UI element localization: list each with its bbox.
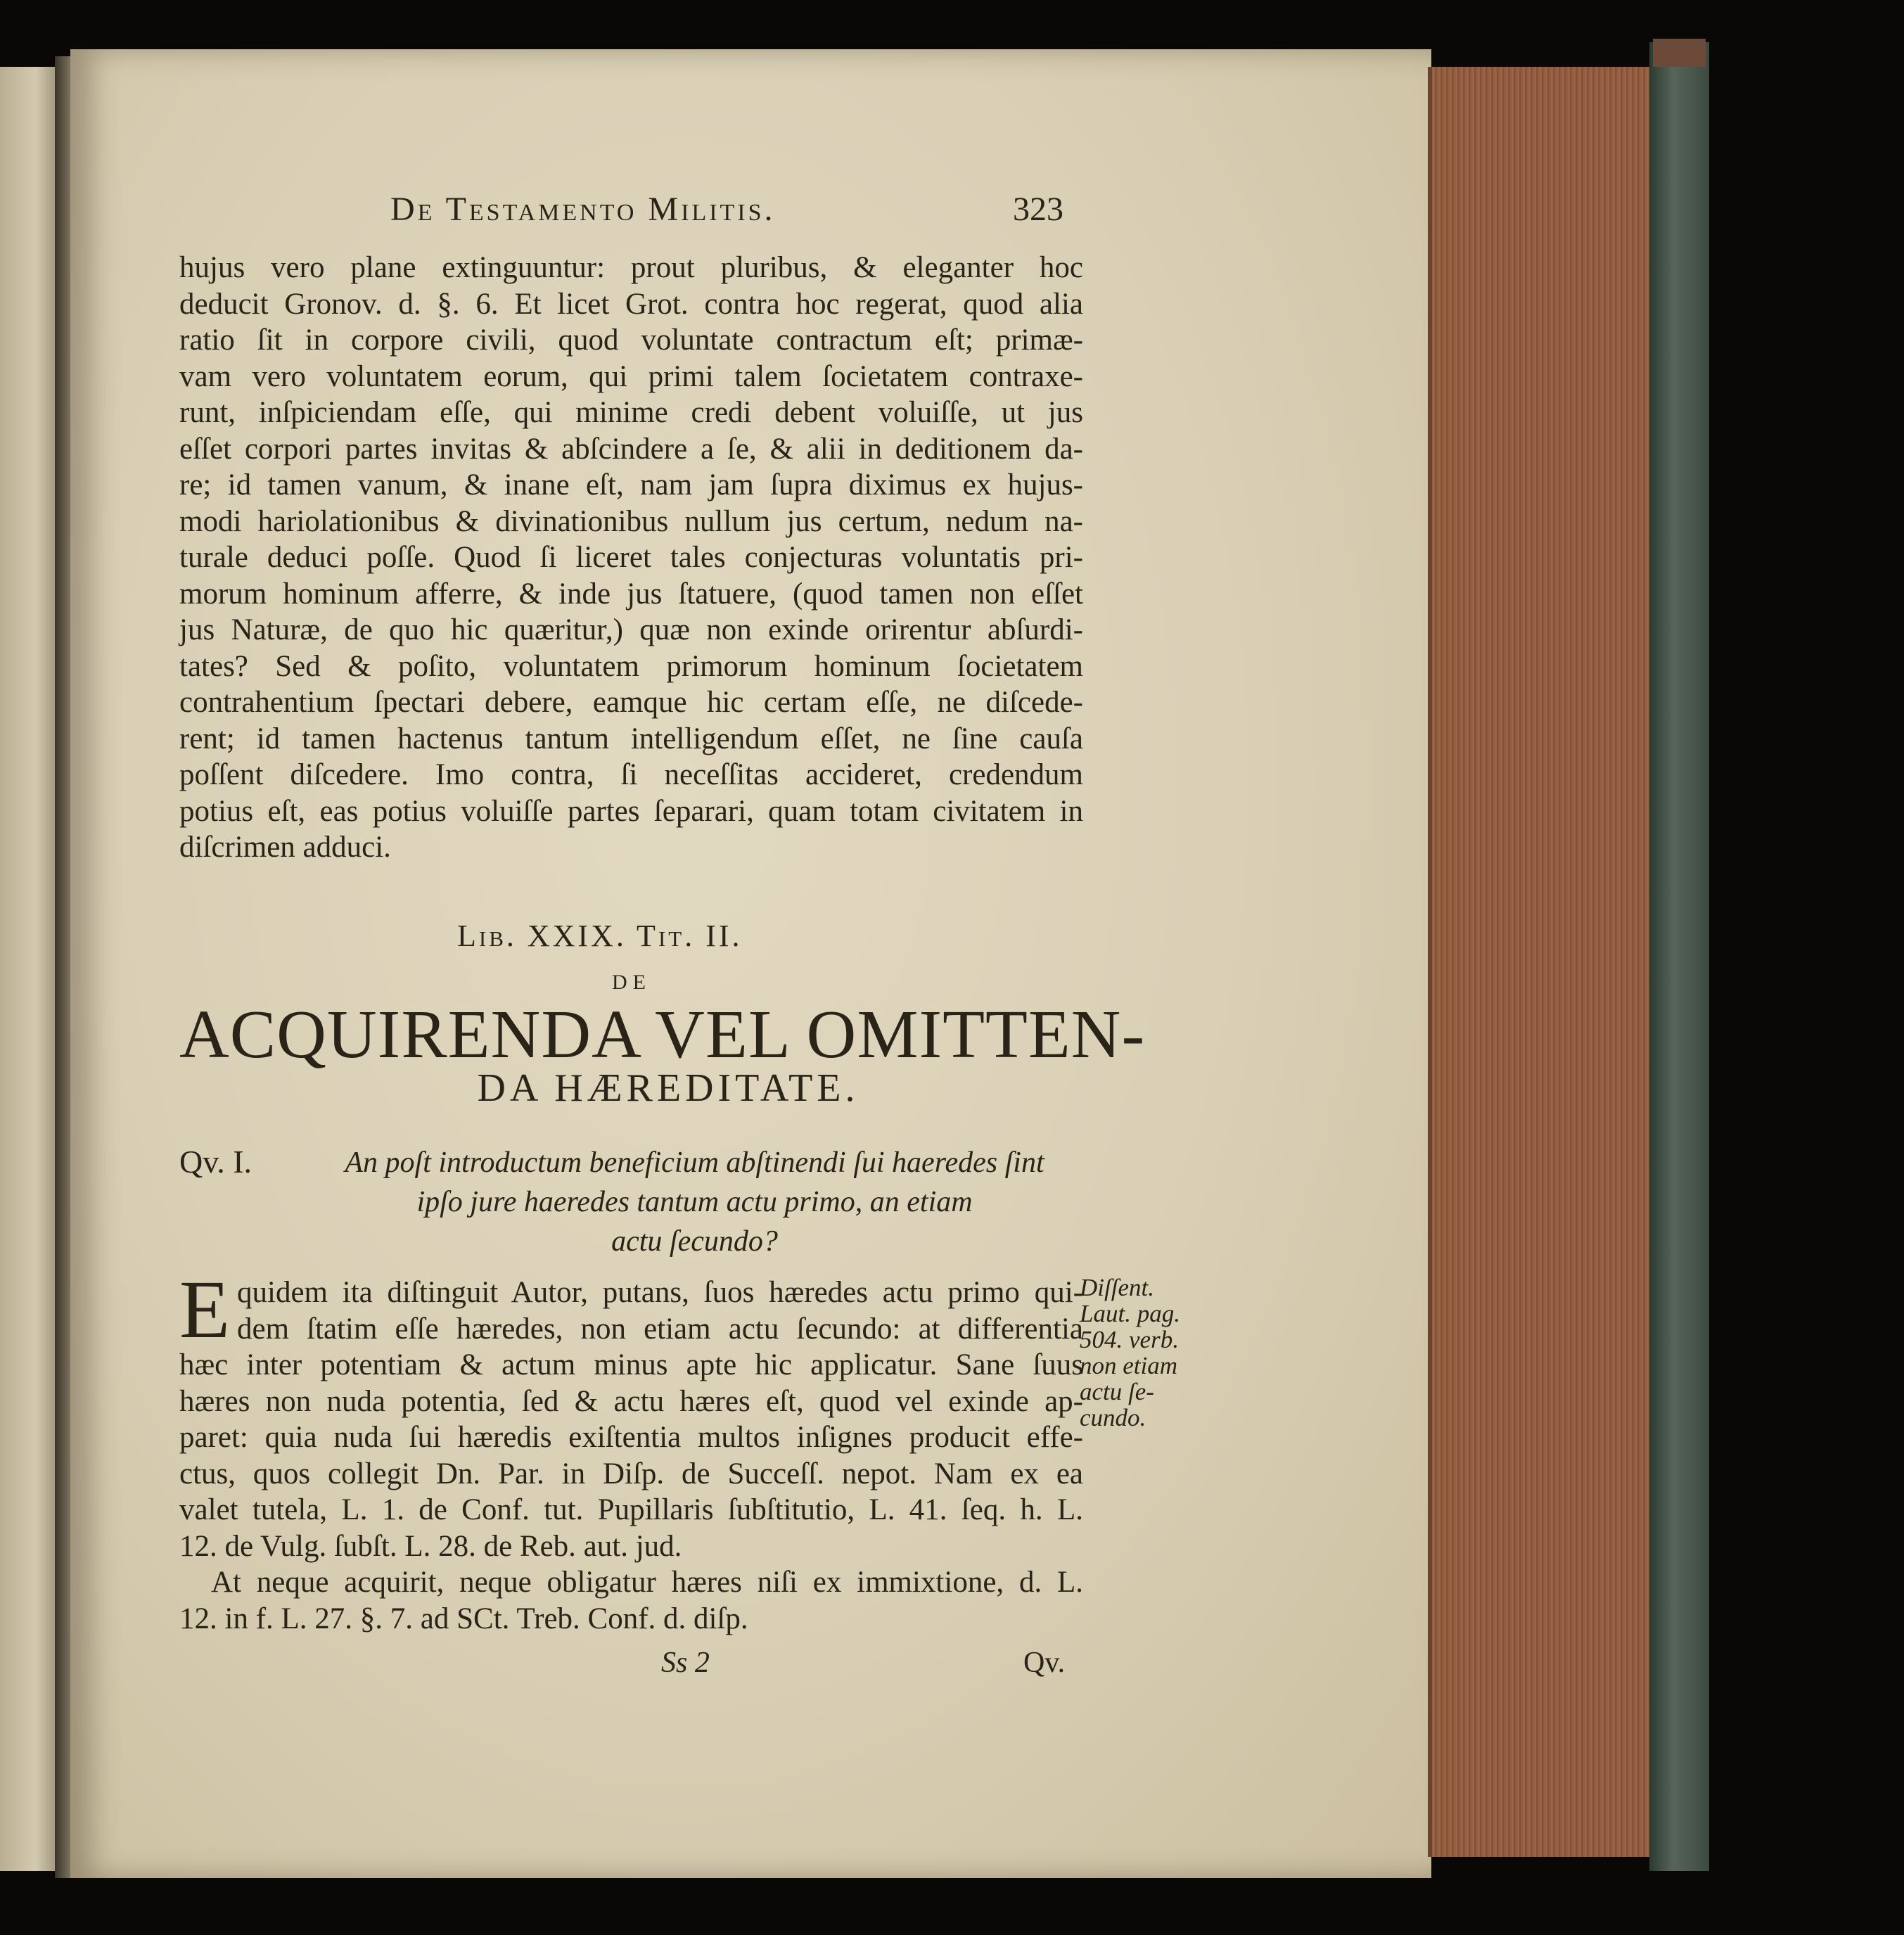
text-line: tates? Sed & poſito, voluntatem primorum hominum ſocietatem <box>179 649 1083 683</box>
text-line: rent; id tamen hactenus tantum intelligendum eſſet, ne ſine cauſa <box>179 722 1083 755</box>
margin-note <box>1080 1275 1192 1431</box>
text-line: turale deduci poſſe. Quod ſi liceret tales conjecturas voluntatis pri- <box>179 541 1083 574</box>
text-line: poſſent diſcedere. Imo contra, ſi neceſſitas accideret, credendum <box>179 758 1083 791</box>
text-line: ratio ſit in corpore civili, quod voluntate contractum eſt; primæ- <box>179 324 1083 357</box>
text-line: 12. in f. L. 27. §. 7. ad SCt. Treb. Conf. d. diſp. <box>179 1602 748 1635</box>
margin-note-line: 504. verb. <box>1080 1326 1179 1353</box>
text-line: hæc inter potentiam & actum minus apte hic applicatur. Sane ſuus <box>179 1348 1083 1381</box>
question-line: An poſt introductum beneficium abſtinendi ſui haeredes ſint <box>345 1147 1044 1179</box>
margin-note-line: non etiam <box>1080 1352 1178 1379</box>
text-line: modi hariolationibus & divinationibus nullum jus certum, nedum na- <box>179 504 1083 538</box>
question-line: ipſo jure haeredes tantum actu primo, an etiam <box>416 1186 973 1218</box>
book-cover-edge <box>1649 42 1709 1871</box>
text-line: eſſet corpori partes invitas & abſcindere a ſe, & alii in deditionem da- <box>179 432 1083 466</box>
text-line: deducit Gronov. d. §. 6. Et licet Grot. contra hoc regerat, quod alia <box>179 287 1083 321</box>
text-line: ctus, quos collegit Dn. Par. in Diſp. de Succeſſ. nepot. Nam ex ea <box>179 1457 1083 1490</box>
question-text <box>302 1143 1087 1261</box>
text-line: re; id tamen vanum, & inane eſt, nam jam ſupra diximus ex hujus- <box>179 468 1083 502</box>
text-line: valet tutela, L. 1. de Conf. tut. Pupillaris ſubſtitutio, L. 41. ſeq. h. L. <box>179 1493 1083 1526</box>
text-line: potius eſt, eas potius voluiſſe partes ſeparari, quam totam civitatem in <box>179 794 1083 828</box>
answer-text-block <box>179 1263 1083 1637</box>
text-line: 12. de Vulg. ſubſt. L. 28. de Reb. aut. jud. <box>179 1529 682 1563</box>
margin-note-line: actu ſe- <box>1080 1378 1154 1405</box>
catchword: Qv. <box>1023 1647 1066 1679</box>
text-line: runt, inſpiciendam eſſe, qui minime credi debent voluiſſe, ut jus <box>179 396 1083 429</box>
text-line: diſcrimen adduci. <box>179 831 391 864</box>
text-line: At neque acquirit, neque obligatur hæres niſi ex immixtione, d. L. <box>211 1566 1083 1599</box>
text-line: hæres non nuda potentia, ſed & actu hæres eſt, quod vel exinde ap- <box>179 1384 1083 1418</box>
page-number: 323 <box>1013 191 1063 228</box>
page-fore-edge <box>1428 67 1657 1857</box>
margin-note-line: Diſſent. <box>1080 1274 1154 1301</box>
text-line: morum hominum afferre, & inde jus ſtatuere, (quod tamen non eſſet <box>179 577 1083 611</box>
drop-cap: E <box>179 1263 231 1355</box>
book-title-reference: Lib. XXIX. Tit. II. <box>457 919 743 953</box>
section-title: ACQUIRENDA VEL OMITTEN- <box>179 997 1146 1073</box>
text-line: paret: quia nuda ſui hæredis exiſtentia multos inſignes producit effe- <box>179 1421 1083 1454</box>
question-label: Qv. I. <box>179 1144 253 1180</box>
margin-note-line: cundo. <box>1080 1404 1146 1431</box>
text-line: jus Naturæ, de quo hic quæritur,) quæ non exinde orirentur abſurdi- <box>179 613 1083 646</box>
book-cover-corner <box>1653 39 1706 67</box>
text-line: quidem ita diſtinguit Autor, putans, ſuos hæredes actu primo qui- <box>237 1276 1083 1309</box>
title-preposition: DE <box>612 971 651 994</box>
running-head: De Testamento Militis. <box>390 191 776 228</box>
text-line: hujus vero plane extinguuntur: prout pluribus, & eleganter hoc <box>179 251 1083 284</box>
question-line: actu ſecundo? <box>611 1225 778 1258</box>
body-text-block <box>179 250 1083 866</box>
text-line: vam vero voluntatem eorum, qui primi talem ſocietatem contraxe- <box>179 359 1083 393</box>
signature-mark: Ss 2 <box>661 1647 710 1679</box>
text-line: dem ſtatim eſſe hæredes, non etiam actu ſecundo: at differentia <box>237 1312 1083 1346</box>
section-subtitle: DA HÆREDITATE. <box>477 1066 860 1110</box>
text-line: contrahentium ſpectari debere, eamque hic certam eſſe, ne diſcede- <box>179 686 1083 719</box>
margin-note-line: Laut. pag. <box>1080 1300 1180 1327</box>
